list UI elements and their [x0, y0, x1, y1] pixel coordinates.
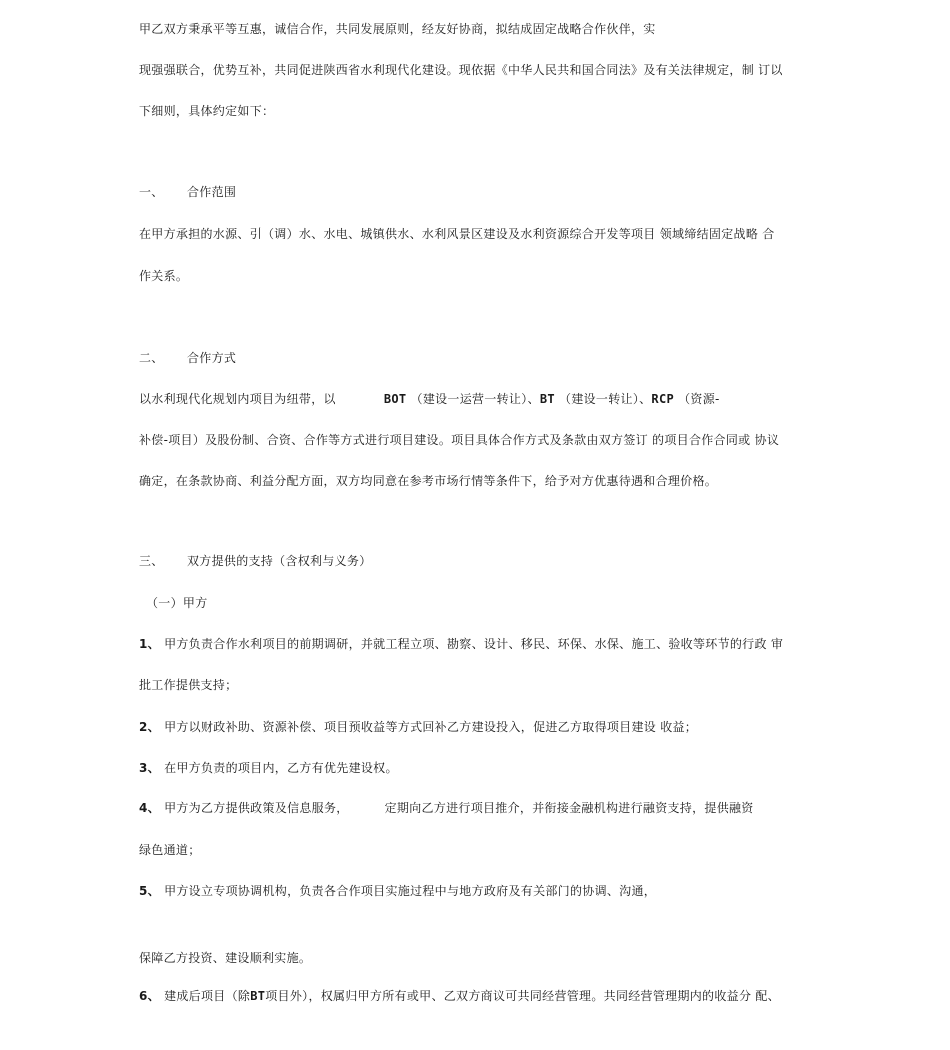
item-1-text: 甲方负责合作水利项目的前期调研，并就工程立项、勘察、设计、移民、环保、水保、施工、验收等环节的行政 审 [164, 637, 784, 651]
item-2-text: 甲方以财政补助、资源补偿、项目预收益等方式回补乙方建设投入，促进乙方取得项目建设 收益； [164, 720, 698, 734]
term-rcp: RCP [651, 392, 674, 406]
item-4-number: 4、 [139, 801, 160, 815]
item-6-text-a: 建成后项目（除 [164, 989, 251, 1003]
item-4-text-b: 定期向乙方进行项目推介，并衔接金融机构进行融资支持，提供融资 [384, 801, 754, 815]
section-2-body-line-1 [139, 391, 720, 407]
section-2-body-line-3: 确定，在条款协商、利益分配方面，双方均同意在参考市场行情等条件下，给予对方优惠待遇和合理价格。 [139, 474, 718, 488]
section-3-title: 双方提供的支持（含权利与义务） [187, 554, 372, 568]
section-3-number: 三、 [139, 554, 164, 568]
item-6-term-bt: BT [250, 989, 266, 1003]
item-3-number: 3、 [139, 761, 160, 775]
item-3-text: 在甲方负责的项目内，乙方有优先建设权。 [164, 761, 398, 775]
term-bt-desc: （建设一转让）、 [559, 392, 652, 406]
item-6-text-b: 项目外），权属归甲方所有或甲、乙双方商议可共同经营管理。共同经营管理期内的收益分 配、 [265, 989, 780, 1003]
item-1-number: 1、 [139, 637, 160, 651]
section-3-heading [139, 553, 372, 569]
term-rcp-desc: （资源- [678, 392, 720, 406]
intro-line-3: 下细则，具体约定如下： [139, 104, 275, 118]
section-2-line1-text: 以水利现代化规划内项目为纽带，以 [139, 392, 336, 406]
item-1-line-2: 批工作提供支持； [139, 678, 238, 692]
item-6-line-1 [139, 988, 780, 1004]
term-bot-desc: （建设一运营一转让）、 [410, 392, 540, 406]
item-5-number: 5、 [139, 884, 160, 898]
term-bot: BOT [383, 392, 407, 406]
item-2-number: 2、 [139, 720, 160, 734]
section-1-title: 合作范围 [187, 185, 237, 199]
section-1-number: 一、 [139, 185, 164, 199]
item-5-line-2: 保障乙方投资、建设顺利实施。 [139, 951, 312, 965]
section-1-body-line-2: 作关系。 [139, 269, 189, 283]
section-2-number: 二、 [139, 351, 164, 365]
item-4-text-a: 甲方为乙方提供政策及信息服务， [164, 801, 349, 815]
item-1-line-1 [139, 636, 783, 652]
intro-line-2: 现强强联合，优势互补，共同促进陕西省水利现代化建设。现依据《中华人民共和国合同法》及有关法律规定，制 订以 [139, 63, 783, 77]
section-2-body-line-2: 补偿-项目）及股份制、合资、合作等方式进行项目建设。项目具体合作方式及条款由双方签订 的项目合作合同或 协议 [139, 433, 780, 447]
item-3-line-1 [139, 760, 398, 776]
item-5-line-1 [139, 883, 656, 899]
item-6-number: 6、 [139, 989, 160, 1003]
section-1-heading [139, 184, 236, 200]
section-2-heading [139, 350, 236, 366]
section-1-body-line-1: 在甲方承担的水源、引（调）水、水电、城镇供水、水利风景区建设及水利资源综合开发等项目 领域缔结固定战略 合 [139, 227, 775, 241]
section-2-title: 合作方式 [187, 351, 237, 365]
subsection-party-a: （一）甲方 [146, 596, 208, 610]
intro-line-1: 甲乙双方秉承平等互惠，诚信合作，共同发展原则，经友好协商，拟结成固定战略合作伙伴，实 [139, 22, 656, 36]
item-5-text: 甲方设立专项协调机构，负责各合作项目实施过程中与地方政府及有关部门的协调、沟通， [164, 884, 657, 898]
item-4-line-2: 绿色通道； [139, 843, 201, 857]
item-4-line-1 [139, 800, 754, 816]
term-bt: BT [539, 392, 555, 406]
item-2-line-1 [139, 719, 697, 735]
